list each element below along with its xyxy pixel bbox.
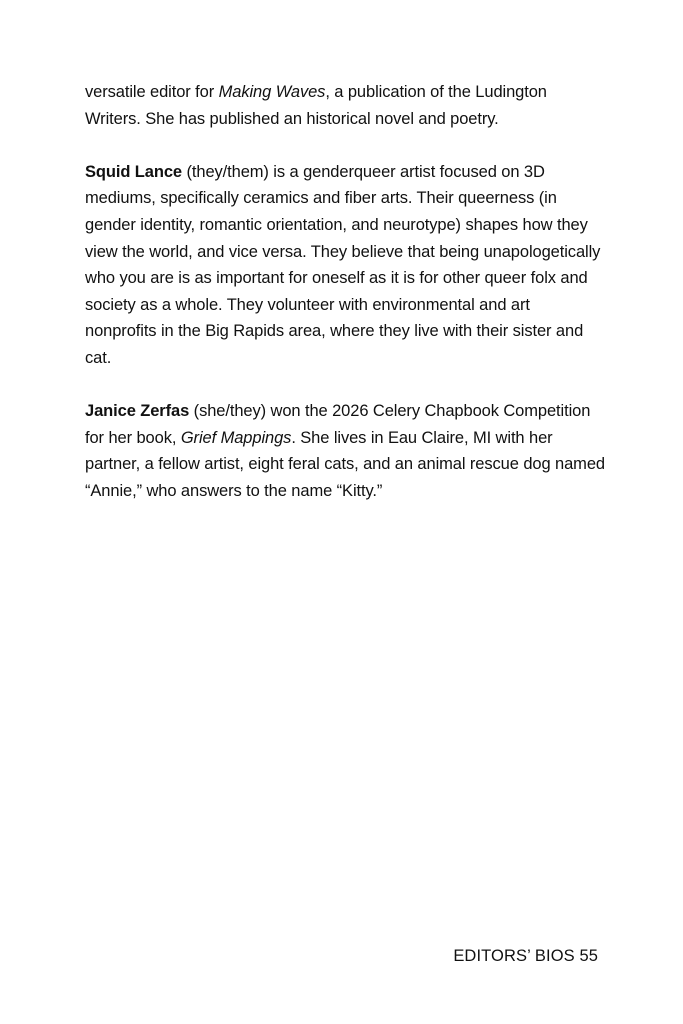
page-footer	[453, 944, 598, 968]
bio-text: is a genderqueer artist focused on 3D mediums, specifically ceramics and fiber arts. Their queerness (in gender identity, romantic orientation, and neurotype) shapes how they view the world, and vice versa. They believe that being unapologetically who you are is as important for oneself as it is for other queer folx and society as a whole. They volunteer with environmental and art nonprofits in the Big Rapids area, where they live with their sister and cat.	[85, 162, 601, 367]
bio-pronouns: (they/them)	[182, 162, 269, 181]
bio-text: . She lives in Eau Claire, MI with her partner, a fellow artist, eight feral cats, and an animal rescue dog named “Annie,” who answers to the name “Kitty.”	[85, 428, 605, 500]
bio-paragraph-janice-zerfas	[85, 398, 605, 504]
bio-paragraph-squid-lance	[85, 159, 605, 372]
bio-text: won the 2026 Celery Chapbook Competition for her book,	[85, 402, 591, 447]
bio-paragraph-continued	[85, 79, 605, 132]
bio-name: Janice Zerfas	[85, 402, 190, 421]
bio-name: Squid Lance	[85, 162, 182, 181]
bio-text: , a publication of the Ludington Writers. She has published an historical novel and poetry.	[85, 83, 547, 128]
bios-text-column	[85, 79, 605, 531]
page-number: 55	[579, 947, 598, 965]
bio-text: versatile editor for	[85, 83, 219, 101]
publication-title: Making Waves	[218, 83, 326, 101]
bio-pronouns: (she/they)	[189, 402, 267, 421]
book-title: Grief Mappings	[180, 428, 292, 447]
running-footer-section: EDITORS’ BIOS	[453, 947, 575, 965]
